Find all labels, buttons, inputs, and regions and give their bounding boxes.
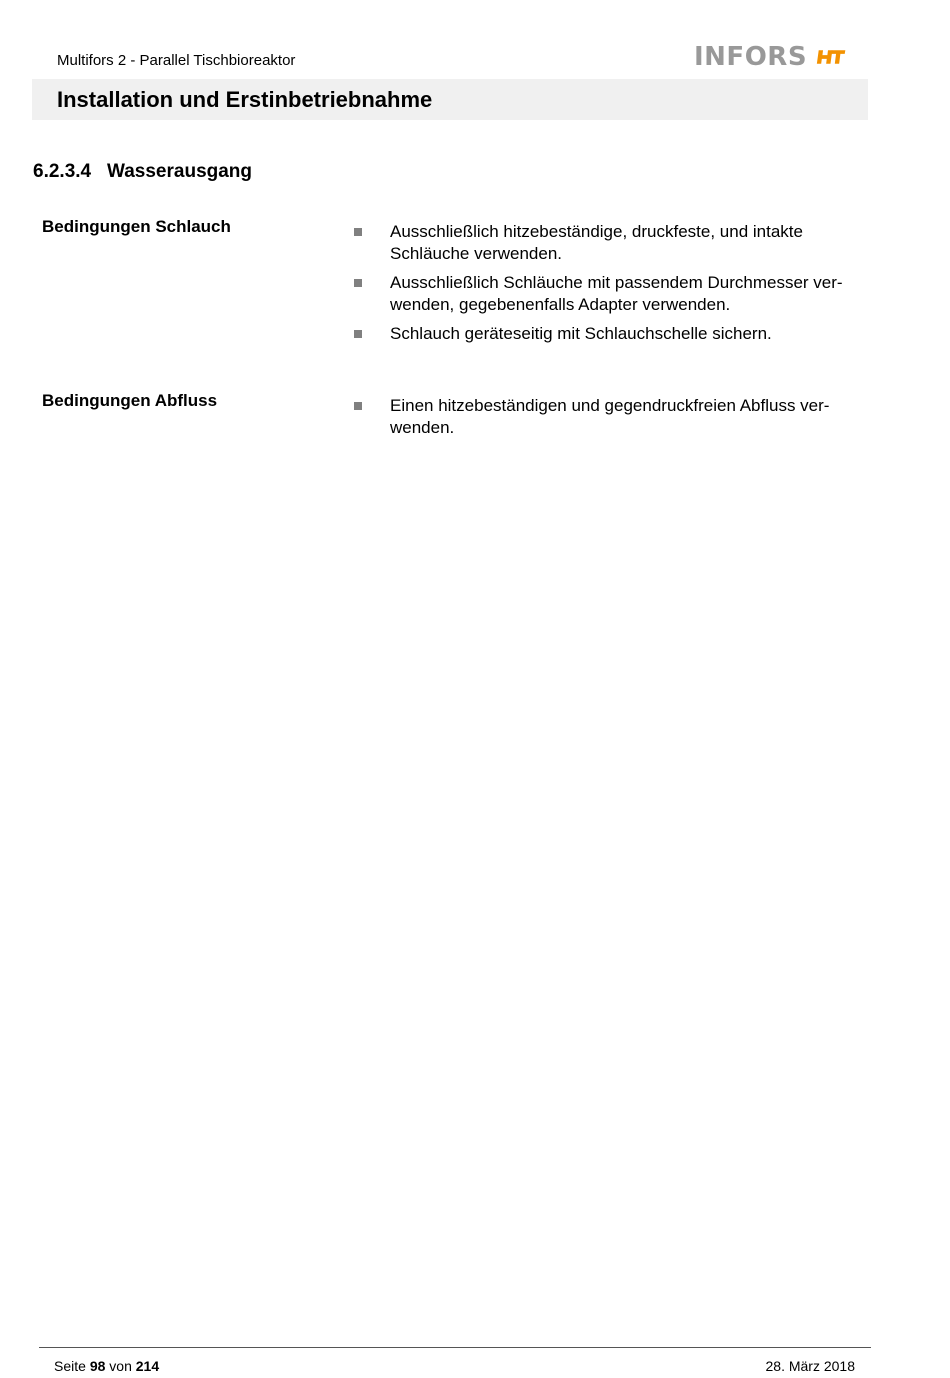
brand-logo	[694, 42, 846, 72]
list-item-text: Schlauch geräteseitig mit Schlauchschelle sichern.	[390, 324, 772, 343]
square-bullet-icon	[354, 279, 362, 287]
conditions-hose-list	[354, 221, 854, 352]
document-date: 28. März 2018	[765, 1358, 855, 1374]
conditions-drain-list	[354, 395, 854, 446]
section-heading	[33, 160, 252, 184]
footer-divider	[39, 1347, 871, 1348]
conditions-drain-label: Bedingungen Abfluss	[42, 391, 218, 410]
ht-logo-icon	[815, 44, 846, 70]
list-item	[354, 272, 854, 316]
list-item	[354, 221, 854, 265]
page-prefix: Seite	[54, 1358, 86, 1374]
chapter-title: Installation und Erstinbetriebnahme	[57, 87, 433, 112]
list-item	[354, 323, 854, 345]
section-number: 6.2.3.4	[33, 161, 92, 182]
list-item-text: Ausschließlich Schläuche mit passendem Durchmesser ver- wenden, gegebenenfalls Adapter verwenden.	[390, 273, 843, 314]
list-item-text: Einen hitzebeständigen und gegendruckfreien Abfluss ver- wenden.	[390, 396, 830, 437]
list-item	[354, 395, 854, 439]
document-subtitle: Multifors 2 - Parallel Tischbioreaktor	[57, 52, 296, 69]
chapter-header-bar	[32, 79, 868, 120]
conditions-hose-label: Bedingungen Schlauch	[42, 217, 231, 236]
list-item-text: Ausschließlich hitzebeständige, druckfeste, und intakte Schläuche verwenden.	[390, 222, 803, 263]
page-current: 98	[89, 1358, 106, 1374]
square-bullet-icon	[354, 228, 362, 236]
page-number	[54, 1357, 159, 1375]
section-title: Wasserausgang	[107, 161, 253, 182]
logo-text: INFORS	[694, 42, 808, 72]
page-total: 214	[135, 1358, 160, 1374]
square-bullet-icon	[354, 402, 362, 410]
square-bullet-icon	[354, 330, 362, 338]
page-separator: von	[109, 1358, 132, 1374]
